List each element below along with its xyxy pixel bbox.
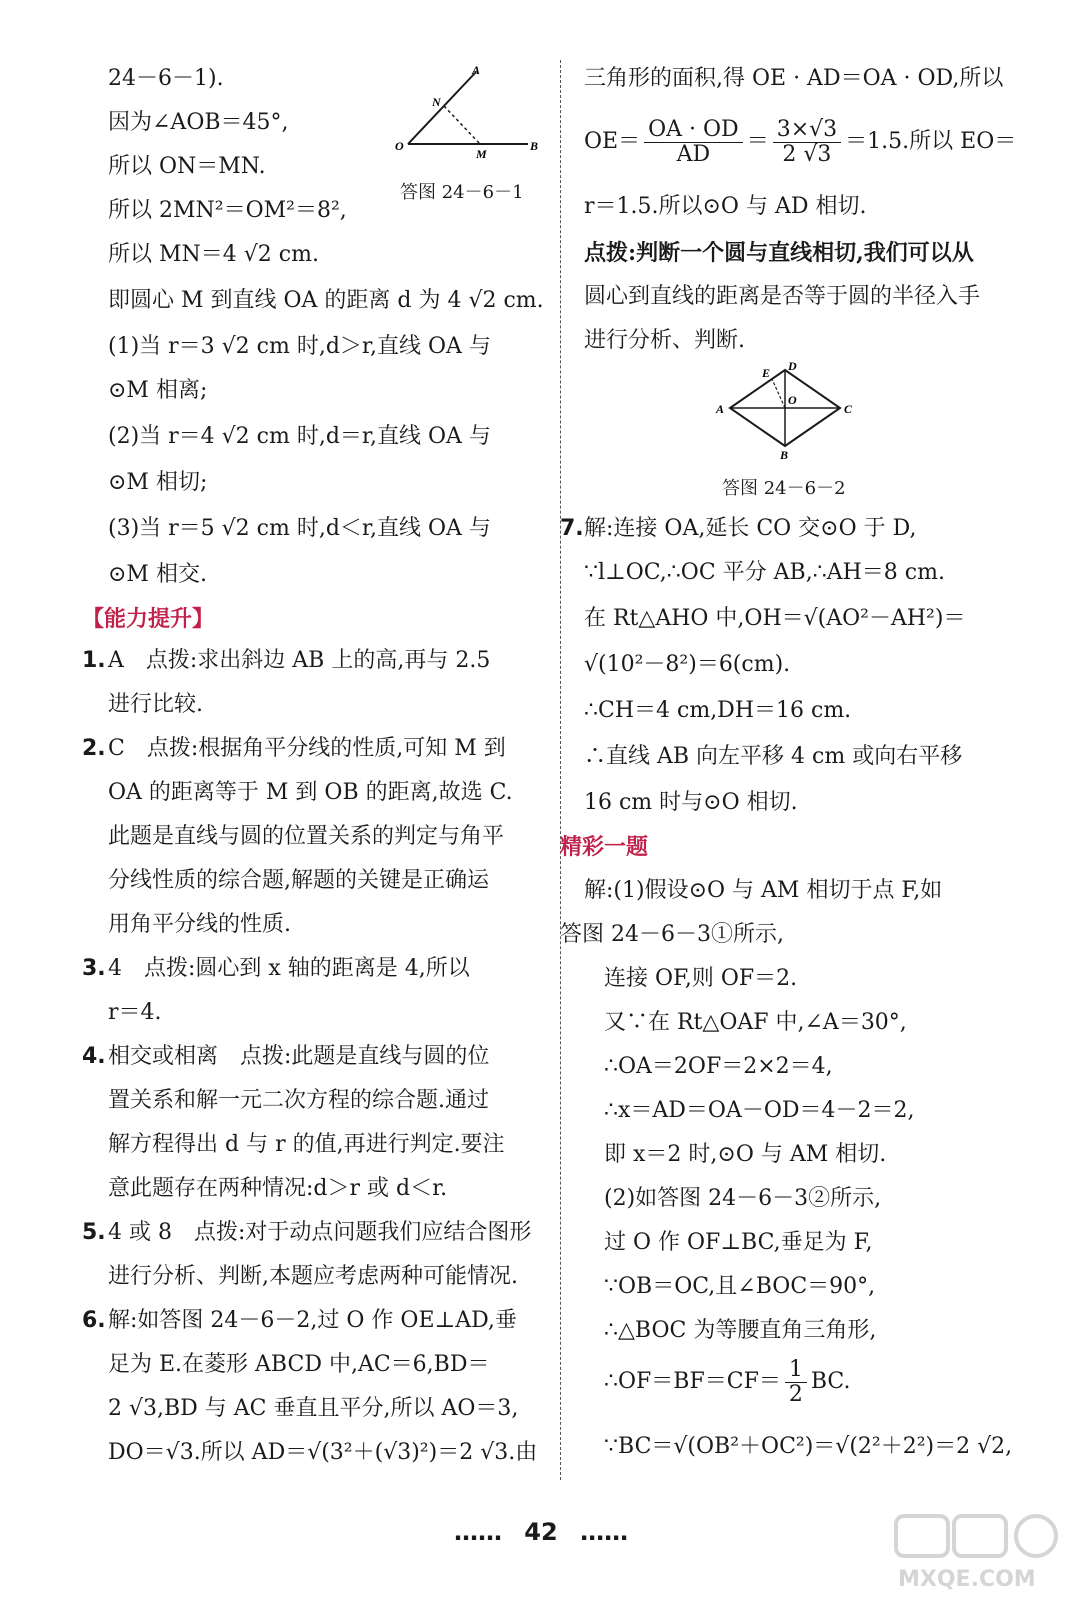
text-line: 连接 OF,则 OF＝2. (604, 966, 798, 991)
text-line: (3)当 r＝5 √2 cm 时,d＜r,直线 OA 与 (108, 516, 491, 541)
section-title: 精彩一题 (560, 834, 649, 860)
section-title: 【能力提升】 (82, 606, 215, 632)
text-line: 在 Rt△AHO 中,OH＝√(AO²－AH²)＝ (584, 606, 966, 631)
fraction (644, 118, 743, 167)
text-line: ∴△BOC 为等腰直角三角形, (604, 1318, 877, 1343)
text-line: 4 或 8 点拨:对于动点问题我们应结合图形 (108, 1220, 532, 1245)
item-number: 3. (82, 956, 106, 981)
numerator: 1 (785, 1358, 807, 1383)
text-line: C 点拨:根据角平分线的性质,可知 M 到 (108, 736, 506, 761)
text-line: 相交或相离 点拨:此题是直线与圆的位 (108, 1044, 490, 1069)
text-line: 足为 E.在菱形 ABCD 中,AC＝6,BD＝ (108, 1352, 490, 1377)
denominator: 2 √3 (782, 141, 832, 167)
ray-oa (408, 72, 476, 144)
item-number: 7. (560, 516, 584, 541)
label-o: O (788, 393, 797, 407)
item-number: 5. (82, 1220, 106, 1245)
text-line: 2 √3,BD 与 AC 垂直且平分,所以 AO＝3, (108, 1396, 519, 1421)
text-line: 又∵在 Rt△OAF 中,∠A＝30°, (604, 1010, 907, 1035)
text-line: ∵l⊥OC,∴OC 平分 AB,∴AH＝8 cm. (584, 560, 945, 585)
text-line: 三角形的面积,得 OE · AD＝OA · OD,所以 (584, 66, 1004, 91)
fraction (773, 118, 841, 167)
dots-right: …… (580, 1518, 629, 1546)
dots-left: …… (453, 1518, 502, 1546)
text-line: 进行比较. (108, 692, 203, 717)
text-line: ⊙M 相切; (108, 470, 208, 495)
tip-line: 点拨:判断一个圆与直线相切,我们可以从 (584, 240, 974, 266)
text-line: ∴CH＝4 cm,DH＝16 cm. (584, 698, 852, 723)
label-o: O (395, 139, 404, 153)
figure-24-6-2 (708, 360, 858, 460)
figure-24-6-1 (392, 60, 542, 160)
numerator: OA · OD (644, 118, 743, 143)
half-line (604, 1356, 850, 1408)
half-rhs: BC. (810, 1369, 851, 1394)
text-line: ⊙M 相离; (108, 378, 208, 403)
segment-oe (772, 379, 785, 408)
text-line: 分线性质的综合题,解题的关键是正确运 (108, 868, 489, 893)
dashed-mn (444, 106, 480, 144)
text-line: ∴x＝AD＝OA－OD＝4－2＝2, (604, 1098, 915, 1123)
denominator: 2 (788, 1381, 803, 1407)
label-n: N (432, 95, 441, 109)
numerator: 3×√3 (773, 118, 841, 143)
text-line: √(10²－8²)＝6(cm). (584, 652, 791, 677)
text-line: 即 x＝2 时,⊙O 与 AM 相切. (604, 1142, 887, 1167)
text-line: DO＝√3.所以 AD＝√(3²＋(√3)²)＝2 √3.由 (108, 1440, 538, 1465)
text-line: ⊙M 相交. (108, 562, 207, 587)
label-b: B (780, 448, 789, 460)
frac-rest: ＝1.5.所以 EO＝ (845, 129, 1017, 154)
text-line: 解:(1)假设⊙O 与 AM 相切于点 F,如 (584, 878, 943, 903)
item-number: 2. (82, 736, 106, 761)
text-line: 进行分析、判断,本题应考虑两种可能情况. (108, 1264, 518, 1289)
text-line: 进行分析、判断. (584, 328, 745, 353)
item-number: 6. (82, 1308, 106, 1333)
equals: ＝ (746, 129, 769, 154)
text-line: ∴OA＝2OF＝2×2＝4, (604, 1054, 833, 1079)
watermark-logo (890, 1512, 1070, 1592)
label-c: C (844, 402, 853, 416)
denominator: AD (676, 141, 711, 167)
text-line: 16 cm 时与⊙O 相切. (584, 790, 798, 815)
label-m: M (476, 147, 487, 160)
item-number: 1. (82, 648, 106, 673)
text-line: 解:连接 OA,延长 CO 交⊙O 于 D, (584, 516, 917, 541)
label-e: E (762, 366, 771, 380)
column-divider (560, 60, 561, 1480)
fraction-line (584, 116, 1016, 168)
text-line: 解方程得出 d 与 r 的值,再进行判定.要注 (108, 1132, 505, 1157)
text-line: (1)当 r＝3 √2 cm 时,d＞r,直线 OA 与 (108, 334, 491, 359)
fraction (785, 1358, 807, 1407)
text-line: OA 的距离等于 M 到 OB 的距离,故选 C. (108, 780, 513, 805)
label-a: A (716, 402, 725, 416)
text-line: ∴直线 AB 向左平移 4 cm 或向右平移 (584, 744, 963, 769)
text-line: 过 O 作 OF⊥BC,垂足为 F, (604, 1230, 873, 1255)
page-number: 42 (524, 1518, 558, 1546)
figure-caption: 答图 24－6－1 (400, 182, 524, 203)
text-line: (2)当 r＝4 √2 cm 时,d＝r,直线 OA 与 (108, 424, 491, 449)
text-line: (2)如答图 24－6－3②所示, (604, 1186, 882, 1211)
label-b: B (530, 139, 539, 153)
text-line: 所以 MN＝4 √2 cm. (108, 242, 319, 267)
text-line: 用角平分线的性质. (108, 912, 291, 937)
text-line: r＝1.5.所以⊙O 与 AD 相切. (584, 194, 867, 219)
text-line: 置关系和解一元二次方程的综合题.通过 (108, 1088, 489, 1113)
text-line: r＝4. (108, 1000, 162, 1025)
text-line: 答图 24－6－3①所示, (560, 922, 784, 947)
text-line: 即圆心 M 到直线 OA 的距离 d 为 4 √2 cm. (108, 288, 544, 313)
text-line: 因为∠AOB＝45°, (108, 110, 289, 135)
text-line: 24－6－1). (108, 66, 224, 91)
frac-lhs: OE＝ (584, 129, 641, 154)
text-line: ∵BC＝√(OB²＋OC²)＝√(2²＋2²)＝2 √2, (604, 1434, 1013, 1459)
label-d: D (788, 360, 797, 373)
text-line: 所以 2MN²＝OM²＝8², (108, 198, 347, 223)
figure-caption: 答图 24－6－2 (722, 478, 846, 499)
half-lhs: ∴OF＝BF＝CF＝ (604, 1369, 781, 1394)
text-line: 4 点拨:圆心到 x 轴的距离是 4,所以 (108, 956, 470, 981)
text-line: 意此题存在两种情况:d＞r 或 d＜r. (108, 1176, 448, 1201)
text-line: A 点拨:求出斜边 AB 上的高,再与 2.5 (108, 648, 491, 673)
text-line: 圆心到直线的距离是否等于圆的半径入手 (584, 284, 981, 309)
text-line: 解:如答图 24－6－2,过 O 作 OE⊥AD,垂 (108, 1308, 517, 1333)
watermark-text: MXQE.COM (898, 1567, 1036, 1592)
text-line: ∵OB＝OC,且∠BOC＝90°, (604, 1274, 876, 1299)
text-line: 此题是直线与圆的位置关系的判定与角平 (108, 824, 505, 849)
item-number: 4. (82, 1044, 106, 1069)
text-line: 所以 ON＝MN. (108, 154, 266, 179)
label-a: A (472, 63, 481, 77)
